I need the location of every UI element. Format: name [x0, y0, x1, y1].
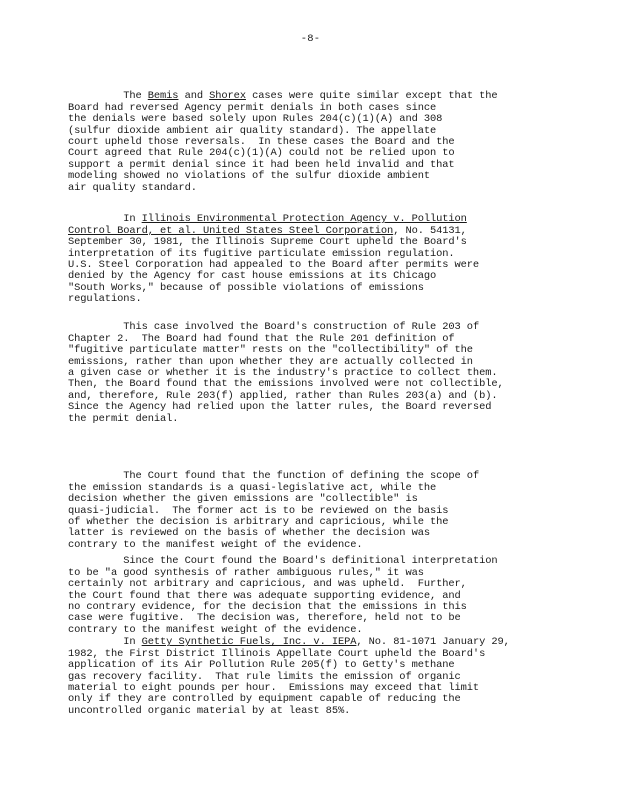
text-run: The Court found that the function of defining the scope of the emission standards is a quasi-legislative act, while the decision whether the given emissions are "collectible" is quasi-judicial. The former act is to be reviewed on the basis of whether the decision is arbitrary and capricious, while the latter is reviewed on the basis of whether the decision was contrary to the manifest weight of the evidence. [68, 470, 480, 551]
text-run: This case involved the Board's construction of Rule 203 of Chapter 2. The Board had found that the Rule 201 definition of "fugitive particulate matter" rests on the "collectibility" of the emissions, rather than upon whether they are actually collected in a given case or whether it is the industry's practice to collect them. Then, the Board found that the emissions involved were not collectible, and, therefore, Rule 203(f) applied, rather than Rules 203(a) and (b). Since the Agency had relied upon the latter rules, the Board reversed the permit denial. [68, 321, 504, 425]
text-run: In [92, 213, 142, 226]
text-run: , No. 81-1071 January 29, 1982, the First District Illinois Appellate Court upheld the Board's application of its Air Pollution Rule 205(f) to Getty's methane gas recovery facility. That rule limits the emission of organic material to eight pounds per hour. Emissions may exceed that limit only if they are controlled by equipment capable of reducing the uncontrolled organic material by at least 85%. [68, 636, 510, 717]
case-name-shorex: Shorex [209, 90, 246, 103]
text-run: , No. 54131, September 30, 1981, the Illinois Supreme Court upheld the Board's interpretation of its fugitive particulate emission regulation. U.S. Steel Corporation had appealed to the Board after permits were denied by the Agency for cast house emissions at its Chicago "South Works," because of possible violations of emissions regulations. [68, 224, 480, 306]
case-name-us-steel: Control Board, et al. United States Steel Corporation [68, 224, 394, 237]
text-run: In [92, 636, 142, 649]
paragraph-rule-203 [68, 311, 568, 436]
text-run: cases were quite similar except that the Board had reversed Agency permit denials in both cases since the denials were based solely upon Rules 204(c)(1)(A) and 308 (sulfur dioxide ambient air quality standard). The appellate court upheld those reversals. In these cases the Board and the Court agreed that Rule 204(c)(1)(A) could not be relied upon to support a permit denial since it had been held invalid and that modeling showed no violations of the sulfur dioxide ambient air quality standard. [68, 90, 498, 194]
paragraph-bemis-shorex [68, 80, 568, 205]
paragraph-getty [68, 626, 568, 729]
case-name-getty: Getty Synthetic Fuels, Inc. v. IEPA [141, 636, 357, 649]
case-name-bemis: Bemis [147, 90, 179, 103]
text-run: and [178, 90, 210, 103]
paragraph-us-steel [68, 203, 568, 317]
text-run: Since the Court found the Board's definitional interpretation to be "a good synthesis of rather ambiguous rules," it was certainly not arbitrary and capricious, and was upheld. Further, the Court found that there was adequate supporting evidence, and no contrary evidence, for the decision that the emissions in this case were fugitive. The decision was, therefore, held not to be contrary to the manifest weight of the evidence. [68, 555, 498, 636]
text-run: The [92, 90, 148, 103]
case-name-iepa-v-pcb: Illinois Environmental Protection Agency v. Pollution [141, 213, 467, 226]
page-number: -8- [300, 33, 321, 45]
